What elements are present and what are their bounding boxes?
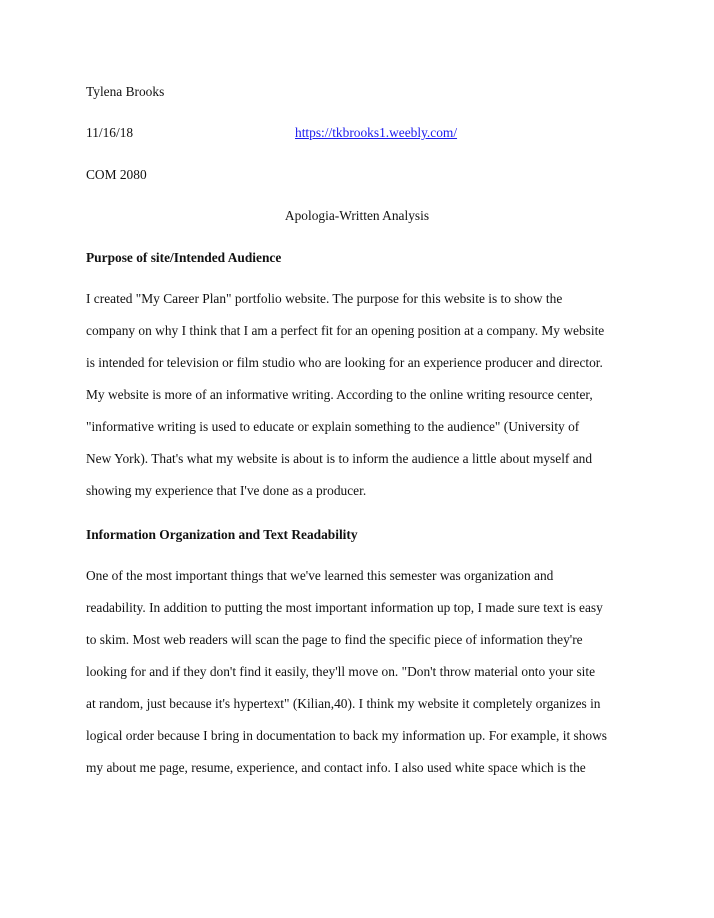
paragraph-line: to skim. Most web readers will scan the page to find the specific piece of information they're <box>86 632 583 647</box>
paragraph-line: my about me page, resume, experience, and contact info. I also used white space which is the <box>86 760 586 775</box>
document-date: 11/16/18 <box>86 125 134 140</box>
paragraph-line: One of the most important things that we've learned this semester was organization and <box>86 568 554 583</box>
paragraph-line: readability. In addition to putting the most important information up top, I made sure text is easy <box>86 600 603 615</box>
author-name: Tylena Brooks <box>86 84 165 99</box>
website-link[interactable]: https://tkbrooks1.weebly.com/ <box>295 125 458 140</box>
paragraph-line: logical order because I bring in documentation to back my information up. For example, it shows <box>86 728 607 743</box>
paragraph-line: "informative writing is used to educate or explain something to the audience" (University of <box>86 419 580 434</box>
paragraph-purpose <box>86 291 632 515</box>
section-heading-organization: Information Organization and Text Readability <box>86 527 358 542</box>
document-title: Apologia-Written Analysis <box>284 208 430 223</box>
paragraph-line: showing my experience that I've done as a producer. <box>86 483 367 498</box>
paragraph-line: company on why I think that I am a perfect fit for an opening position at a company. My website <box>86 323 605 338</box>
paragraph-organization <box>86 568 632 792</box>
paragraph-line: My website is more of an informative writing. According to the online writing resource center, <box>86 387 593 402</box>
paragraph-line: at random, just because it's hypertext" (Kilian,40). I think my website it completely organizes in <box>86 696 601 711</box>
course-code: COM 2080 <box>86 167 147 182</box>
paragraph-line: I created "My Career Plan" portfolio website. The purpose for this website is to show the <box>86 291 563 306</box>
paragraph-line: is intended for television or film studio who are looking for an experience producer and director. <box>86 355 603 370</box>
paragraph-line: looking for and if they don't find it easily, they'll move on. "Don't throw material onto your site <box>86 664 596 679</box>
paragraph-line: New York). That's what my website is about is to inform the audience a little about myself and <box>86 451 593 466</box>
section-heading-purpose: Purpose of site/Intended Audience <box>86 250 282 265</box>
